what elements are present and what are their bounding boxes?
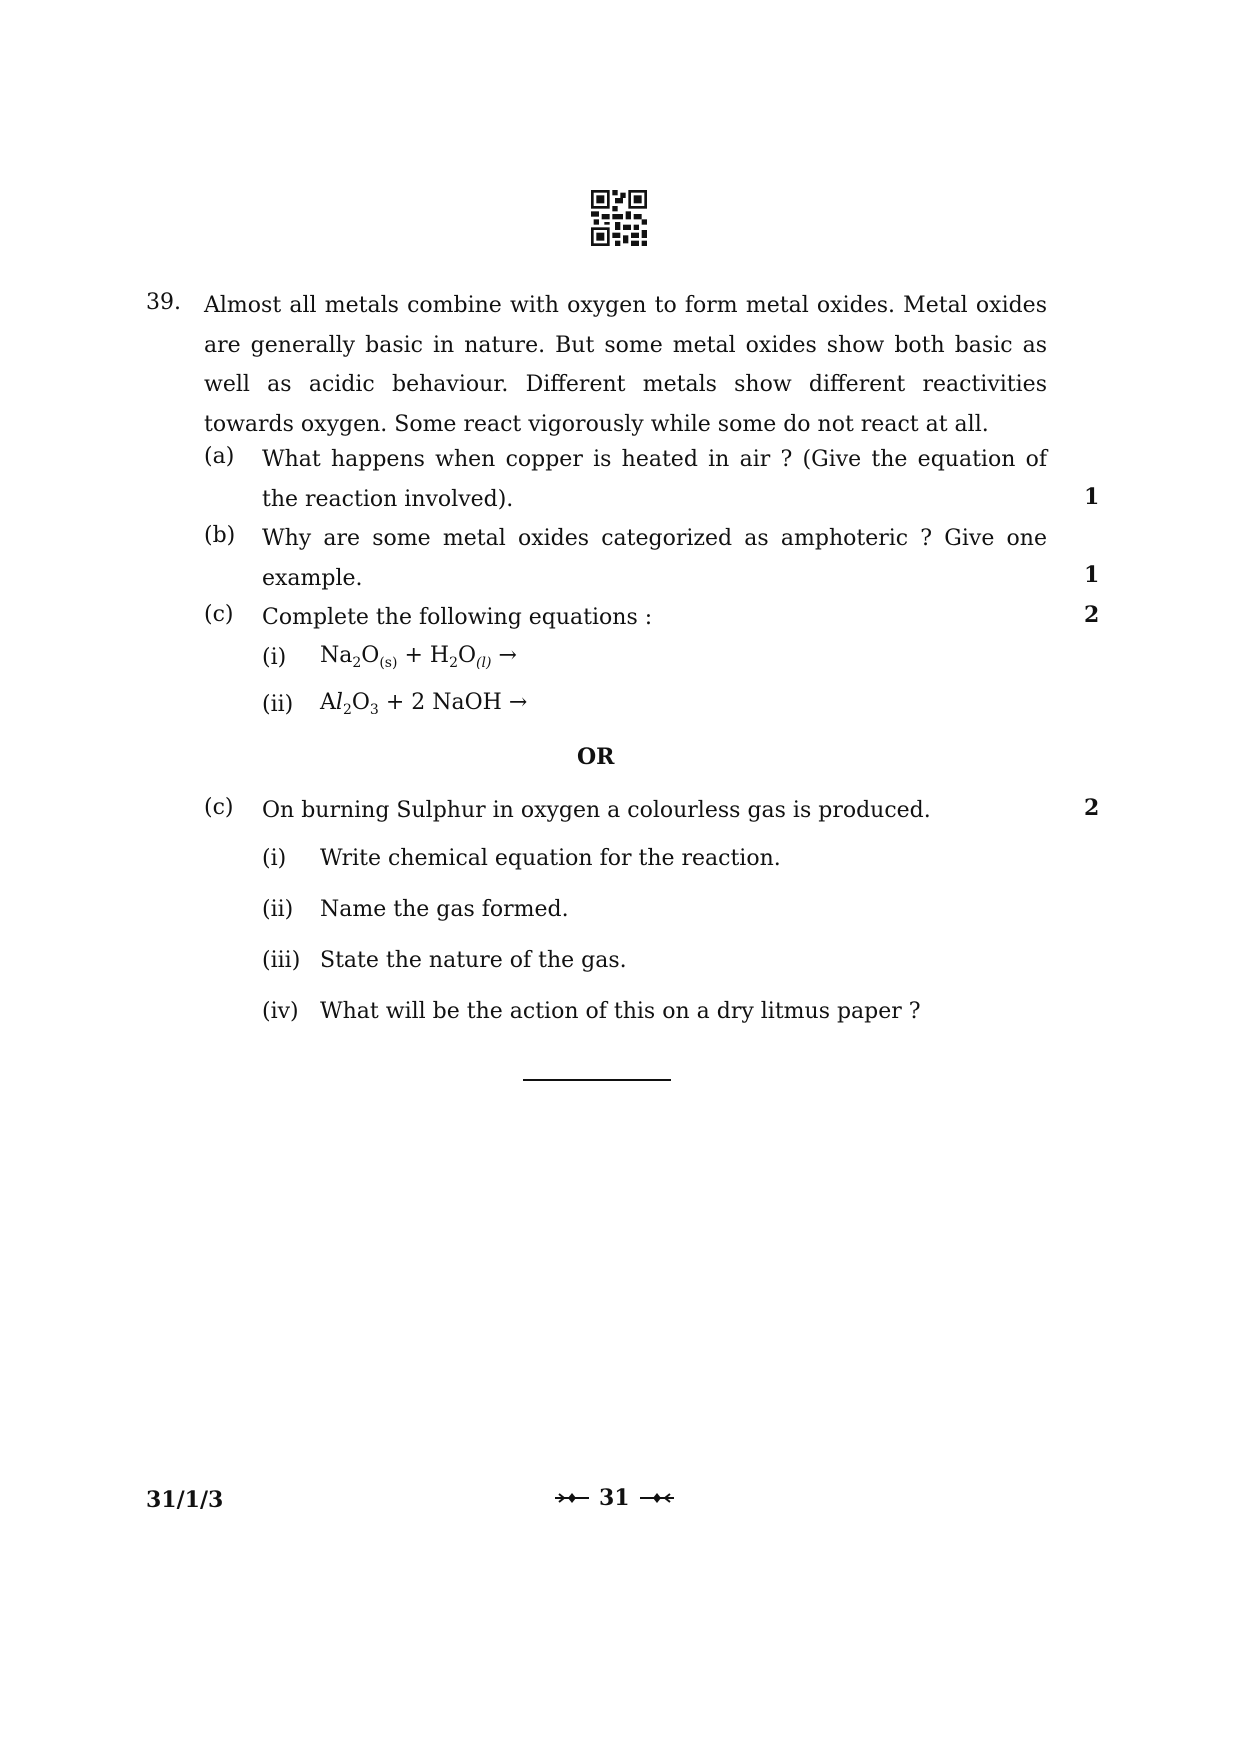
part-c-alt-i-label: (i) (262, 846, 287, 871)
eq-rest: + 2 NaOH → (385, 690, 528, 715)
paper-code: 31/1/3 (146, 1487, 224, 1513)
part-c-alt-iv-label: (iv) (262, 999, 299, 1024)
page-number-block (555, 1485, 674, 1511)
eq-symbol: Na (320, 643, 353, 668)
part-c-alt-iv-text: What will be the action of this on a dry litmus paper ? (320, 999, 921, 1024)
equation-aluminium-oxide (320, 690, 528, 718)
eq-symbol: O (458, 643, 477, 668)
part-c-alt-ii-text: Name the gas formed. (320, 897, 569, 922)
eq-state: (l) (476, 655, 492, 671)
eq-symbol: O (361, 643, 380, 668)
or-separator: OR (577, 744, 615, 770)
eq-subscript: 2 (449, 655, 458, 671)
part-b-text: Why are some metal oxides categorized as amphoteric ? Give one example. (262, 526, 1047, 591)
eq-symbol: l (335, 690, 343, 715)
part-c-alt-marks: 2 (1084, 795, 1100, 821)
part-a-text: What happens when copper is heated in air ? (Give the equation of the reaction involved). (262, 447, 1047, 512)
eq-arrow: → (498, 643, 517, 668)
eq-symbol: O (351, 690, 370, 715)
part-c-marks: 2 (1084, 602, 1100, 628)
part-c-alt-ii-label: (ii) (262, 897, 294, 922)
ornament-right-icon (640, 1491, 674, 1505)
part-b-marks: 1 (1084, 562, 1100, 588)
part-c-i-label: (i) (262, 645, 287, 670)
qr-code-icon (591, 190, 647, 246)
eq-state: (s) (379, 655, 398, 671)
eq-subscript: 2 (342, 702, 352, 718)
part-a-marks: 1 (1084, 484, 1100, 510)
part-c-ii-label: (ii) (262, 692, 294, 717)
part-a-label: (a) (204, 444, 235, 469)
part-c-alt-iii-text: State the nature of the gas. (320, 948, 627, 973)
part-c-text: Complete the following equations : (262, 605, 653, 630)
eq-subscript: 2 (352, 655, 362, 671)
end-of-question-rule (523, 1079, 671, 1081)
eq-symbol: + H (404, 643, 450, 668)
page-number: 31 (599, 1485, 630, 1511)
part-c-alt-label: (c) (204, 795, 234, 820)
question-number: 39. (146, 290, 181, 315)
part-c-alt-iii-label: (iii) (262, 948, 301, 973)
eq-symbol: A (320, 690, 336, 715)
part-c-label: (c) (204, 602, 234, 627)
part-b-label: (b) (204, 523, 236, 548)
part-c-alt-text: On burning Sulphur in oxygen a colourless gas is produced. (262, 798, 931, 823)
question-intro: Almost all metals combine with oxygen to form metal oxides. Metal oxides are generally basic in nature. But some metal oxides show both basic as well as acidic behaviour. Different metals show different reactivities towards oxygen. Some react vigorously while some do not react at all. (204, 293, 1047, 437)
eq-subscript: 3 (369, 702, 379, 718)
equation-sodium-oxide (320, 643, 517, 671)
part-c-alt-i-text: Write chemical equation for the reaction. (320, 846, 781, 871)
ornament-left-icon (555, 1491, 589, 1505)
